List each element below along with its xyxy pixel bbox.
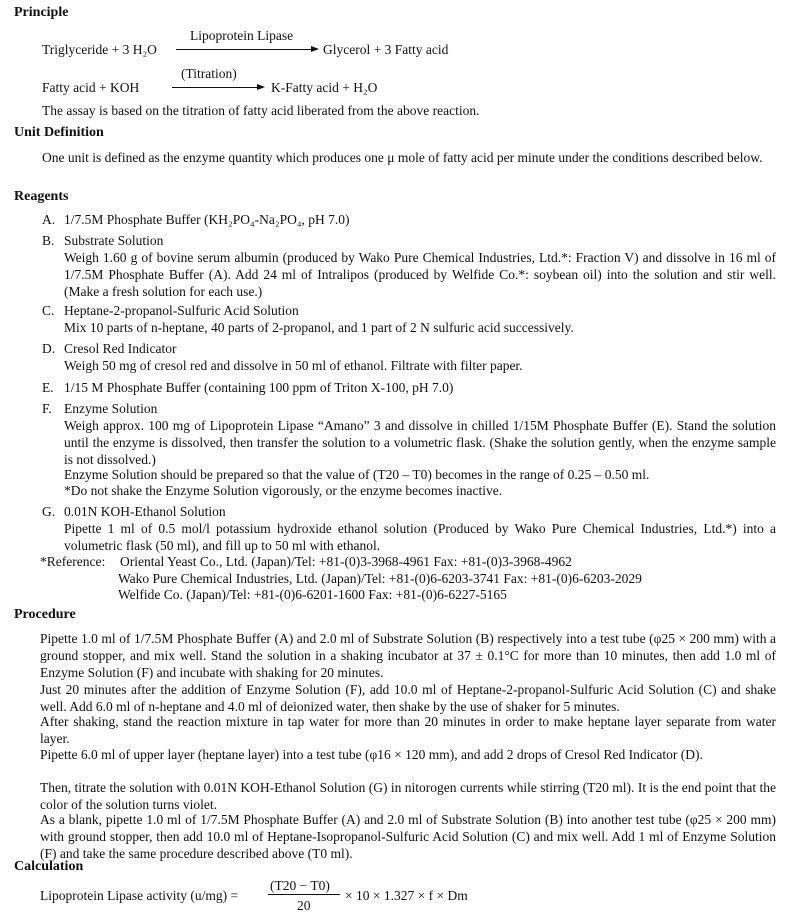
reaction2-arrowhead-icon bbox=[257, 84, 265, 90]
reagent-f-range-note: Enzyme Solution should be prepared so that the value of (T20 – T0) becomes in the range of 0.25 – 0.50 ml. bbox=[64, 467, 650, 482]
reagent-c-text: Mix 10 parts of n-heptane, 40 parts of 2-propanol, and 1 part of 2 N sulfuric acid successively. bbox=[64, 320, 574, 335]
procedure-step-3: After shaking, stand the reaction mixture in tap water for more than 20 minutes in order to make heptane layer separate from water layer. bbox=[40, 714, 776, 746]
principle-note: The assay is based on the titration of fatty acid liberated from the above reaction. bbox=[42, 103, 480, 118]
unit-definition-heading: Unit Definition bbox=[14, 125, 104, 140]
reagent-c-title: Heptane-2-propanol-Sulfuric Acid Solution bbox=[64, 303, 299, 318]
reagent-f-text: Weigh approx. 100 mg of Lipoprotein Lipase “Amano” 3 and dissolve in chilled 1/15M Phosphate Buffer (E). Stand the solution until the enzyme is dissolved, then transfer the solution to a volumetric flask. (Shake the solution gently, when the enzyme sample is not dissolved.) bbox=[64, 418, 776, 467]
unit-definition-text: One unit is defined as the enzyme quantity which produces one μ mole of fatty acid per minute under the conditions described below. bbox=[42, 150, 763, 165]
reagent-e-label: E. bbox=[42, 380, 54, 395]
reagent-a-title: 1/7.5M Phosphate Buffer (KH₂PO₄-Na₂PO₄, pH 7.0) bbox=[64, 212, 350, 227]
fraction-bar bbox=[268, 894, 340, 895]
principle-heading: Principle bbox=[14, 5, 69, 20]
reagent-b-title: Substrate Solution bbox=[64, 233, 164, 248]
procedure-heading: Procedure bbox=[14, 607, 76, 622]
reagent-d-title: Cresol Red Indicator bbox=[64, 341, 177, 356]
reagent-f-title: Enzyme Solution bbox=[64, 401, 158, 416]
reaction1-arrowhead-icon bbox=[311, 46, 319, 52]
reaction2-reactants: Fatty acid + KOH bbox=[42, 80, 140, 95]
reagent-f-label: F. bbox=[42, 401, 52, 416]
reaction2-products: K-Fatty acid + H₂O bbox=[271, 80, 378, 95]
calculation-rhs: × 10 × 1.327 × f × Dm bbox=[345, 888, 468, 903]
reaction1-reactants: Triglyceride + 3 H₂O bbox=[42, 42, 157, 57]
reagent-f-warning: *Do not shake the Enzyme Solution vigorously, or the enzyme becomes inactive. bbox=[64, 483, 503, 498]
reagent-e-title: 1/15 M Phosphate Buffer (containing 100 ppm of Triton X-100, pH 7.0) bbox=[64, 380, 454, 395]
reaction2-arrow-icon bbox=[172, 87, 258, 88]
reference-line: Oriental Yeast Co., Ltd. (Japan)/Tel: +81-(0)3-3968-4961 Fax: +81-(0)3-3968-4962 bbox=[120, 554, 572, 569]
reaction1-arrow-icon bbox=[176, 49, 312, 50]
reagent-d-label: D. bbox=[42, 341, 56, 356]
reagent-g-label: G. bbox=[42, 504, 56, 519]
reagent-b-text: Weigh 1.60 g of bovine serum albumin (produced by Wako Pure Chemical Industries, Ltd.*: Fraction V) and dissolve in 16 ml of 1/7.5M Phosphate Buffer (A). Add 24 ml of Intralipos (produced by Welfide Co.*: soybean oil) into the solution and stir well. (Make a fresh solution for each use.) bbox=[64, 250, 776, 299]
reagent-d-text: Weigh 50 mg of cresol red and dissolve in 50 ml of ethanol. Filtrate with filter paper. bbox=[64, 358, 523, 373]
reaction1-enzyme-label: Lipoprotein Lipase bbox=[190, 28, 294, 43]
procedure-step-6: As a blank, pipette 1.0 ml of 1/7.5M Phosphate Buffer (A) and 2.0 ml of Substrate Solution (B) into another test tube (φ25 × 200 mm) with ground stopper, then add 10.0 ml of Heptane-Isopropanol-Sulfuric Acid Solution (C) and mix well. Add 1 ml of Enzyme Solution (F) and take the same procedure described above (T0 ml). bbox=[40, 812, 776, 861]
reaction2-condition-label: (Titration) bbox=[181, 66, 237, 81]
reaction1-products: Glycerol + 3 Fatty acid bbox=[323, 42, 449, 57]
reagents-heading: Reagents bbox=[14, 189, 69, 204]
reagent-a-label: A. bbox=[42, 212, 56, 227]
reference-line: Wako Pure Chemical Industries, Ltd. (Japan)/Tel: +81-(0)6-6203-3741 Fax: +81-(0)6-6203-2029 bbox=[118, 571, 642, 586]
calculation-lhs: Lipoprotein Lipase activity (u/mg) = bbox=[40, 888, 239, 903]
procedure-step-4: Pipette 6.0 ml of upper layer (heptane layer) into a test tube (φ16 × 120 mm), and add 2 drops of Cresol Red Indicator (D). bbox=[40, 747, 703, 762]
reagent-b-label: B. bbox=[42, 233, 55, 248]
procedure-step-5: Then, titrate the solution with 0.01N KOH-Ethanol Solution (G) in nitorogen currents while stirring (T20 ml). It is the end point that the color of the solution turns violet. bbox=[40, 780, 776, 812]
reagent-g-text: Pipette 1 ml of 0.5 mol/l potassium hydroxide ethanol solution (Produced by Wako Pure Chemical Industries, Ltd.*) into a volumetric flask (50 ml), and fill up to 50 ml with ethanol. bbox=[64, 521, 776, 553]
reference-line: Welfide Co. (Japan)/Tel: +81-(0)6-6201-1600 Fax: +81-(0)6-6227-5165 bbox=[118, 587, 507, 602]
reagent-g-title: 0.01N KOH-Ethanol Solution bbox=[64, 504, 226, 519]
procedure-step-2: Just 20 minutes after the addition of Enzyme Solution (F), add 10.0 ml of Heptane-2-propanol-Sulfuric Acid Solution (C) and shake well. Add 6.0 ml of n-heptane and 4.0 ml of deionized water, then shake by the use of shaker for 5 minutes. bbox=[40, 682, 776, 714]
calculation-heading: Calculation bbox=[14, 859, 84, 874]
reference-label: *Reference: bbox=[40, 554, 106, 569]
calculation-numerator: (T20 − T0) bbox=[270, 878, 330, 893]
reagent-c-label: C. bbox=[42, 303, 55, 318]
calculation-denominator: 20 bbox=[297, 898, 311, 913]
procedure-step-1: Pipette 1.0 ml of 1/7.5M Phosphate Buffer (A) and 2.0 ml of Substrate Solution (B) respectively into a test tube (φ25 × 200 mm) with a ground stopper, and mix well. Stand the solution in a shaking incubator at 37 ± 0.1°C for more than 10 minutes, then add 1.0 ml of Enzyme Solution (F) and incubate with shaking for 20 minutes. bbox=[40, 631, 776, 680]
